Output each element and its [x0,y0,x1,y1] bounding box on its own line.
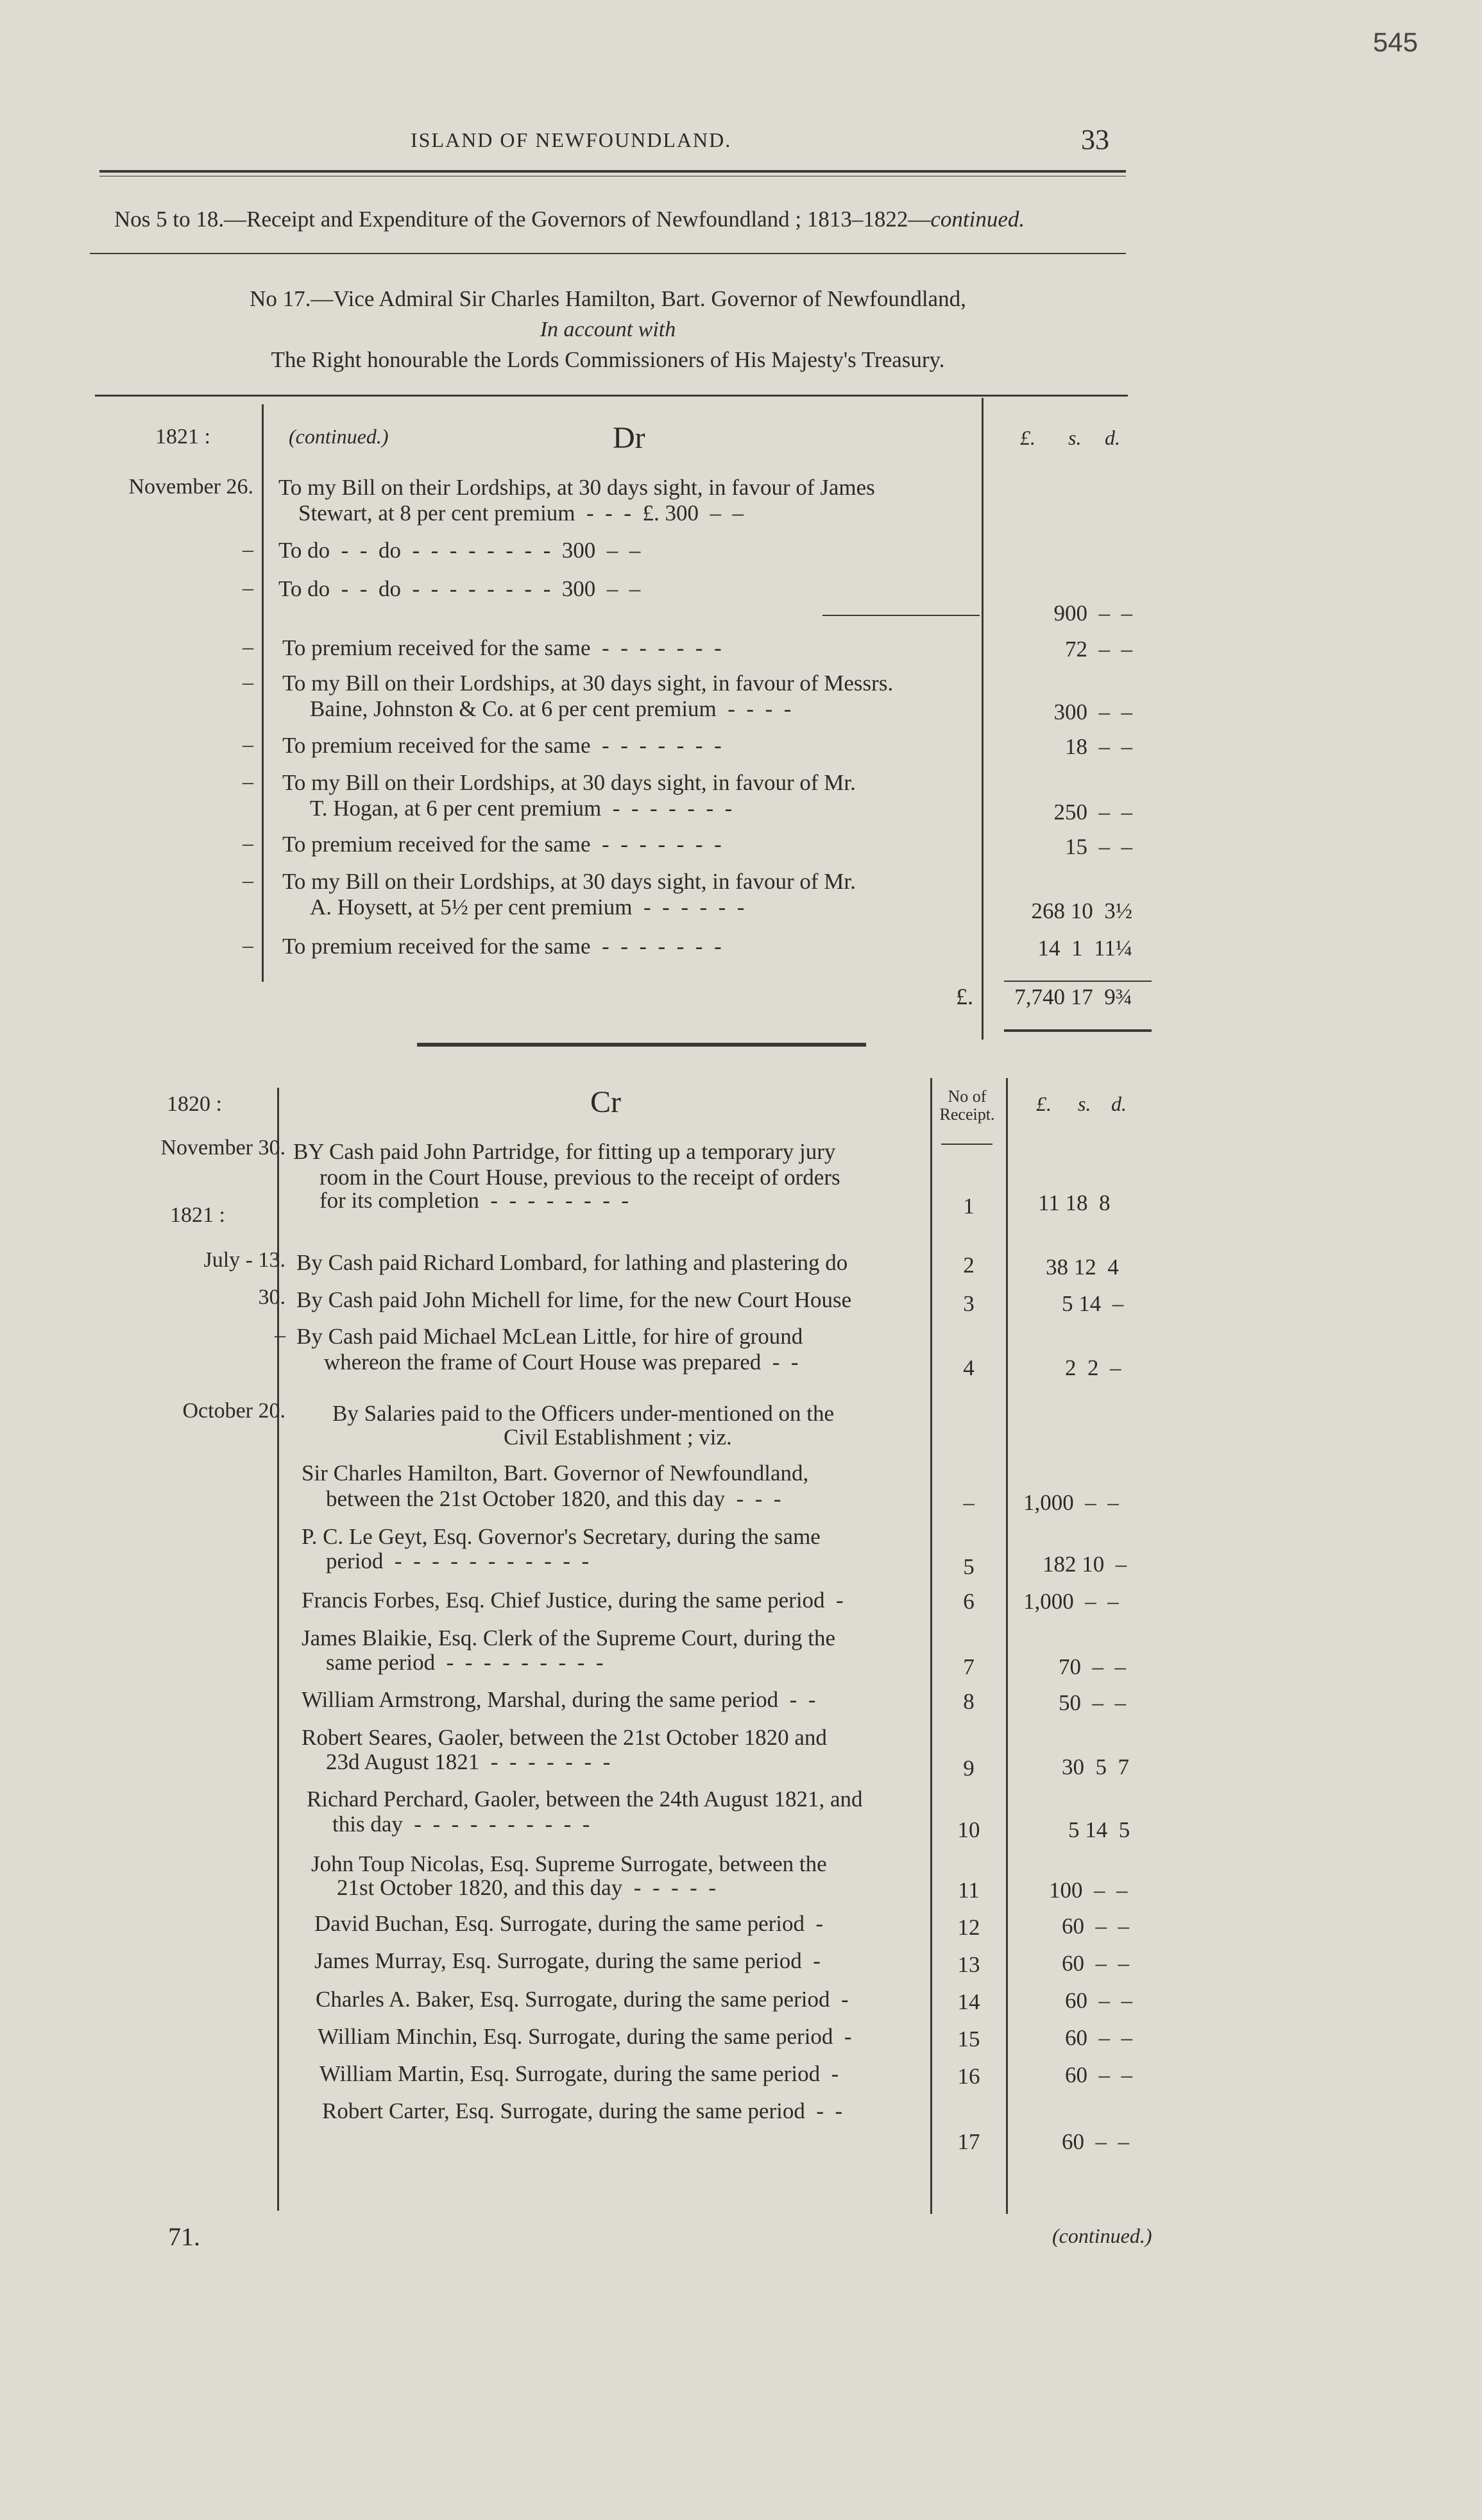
signature-mark: 71. [168,2222,200,2251]
head-rule [99,170,1126,173]
credit-year-1820: 1820 : [167,1092,222,1116]
debit-row-date: – [243,733,253,757]
total-rule-top [1004,981,1152,982]
debit-side-label: Dr [613,421,645,455]
debit-row-date: – [243,869,253,893]
debit-row-date: – [243,576,253,600]
debit-row-amount: 250 – – [1053,800,1132,825]
credit-row-amount: 60 – – [1062,1951,1129,1976]
debit-row-amount: 15 – – [1065,834,1132,859]
debit-row-text: To premium received for the same - - - - - - - [282,832,722,857]
credit-row-text: Charles A. Baker, Esq. Surrogate, during the same period - [316,1987,849,2012]
credit-row-text: this day - - - - - - - - - - [332,1812,590,1837]
credit-row-date: November 30. [160,1136,285,1160]
credit-row-text: By Salaries paid to the Officers under-mentioned on the [332,1401,835,1426]
credit-row-text: By Cash paid Richard Lombard, for lathing and plastering do [296,1250,848,1275]
credit-row-text: period - - - - - - - - - - - [326,1548,590,1573]
credit-row-amount: 60 – – [1065,1988,1132,2013]
debit-year: 1821 : [155,425,210,449]
credit-row-amount: 70 – – [1059,1654,1126,1679]
continued-note: (continued.) [1052,2224,1152,2247]
credit-row-text: Robert Carter, Esq. Surrogate, during the same period - - [322,2098,843,2123]
debit-row-date: – [243,832,253,855]
credit-row-text: whereon the frame of Court House was prepared - - [324,1350,799,1375]
credit-row-text: 21st October 1820, and this day - - - - - [337,1875,716,1900]
credit-row-text: By Cash paid John Michell for lime, for the new Court House [296,1287,852,1312]
credit-row-text: BY Cash paid John Partridge, for fitting up a temporary jury [293,1139,836,1164]
credit-row-text: John Toup Nicolas, Esq. Supreme Surrogate, between the [311,1851,827,1876]
credit-row-amount: 60 – – [1062,2129,1129,2154]
debit-row-date: – [243,770,253,794]
credit-row-receipt: 13 [957,1952,980,1977]
credit-text-rule [930,1078,932,2214]
credit-row-text: Civil Establishment ; viz. [504,1425,732,1450]
credit-row-receipt: 15 [957,2027,980,2052]
debit-total: 7,740 17 9¾ [1014,984,1132,1009]
credit-row-text: James Murray, Esq. Surrogate, during the same period - [314,1948,821,1973]
credit-row-amount: 1,000 – – [1023,1589,1119,1614]
debit-row-text: To my Bill on their Lordships, at 30 days sight, in favour of Mr. [282,770,856,795]
credit-side-label: Cr [590,1085,621,1119]
receipt-head-rule [941,1144,992,1145]
debit-row-amount: 14 1 11¼ [1037,936,1132,961]
credit-row-amount: 30 5 7 [1062,1754,1129,1779]
debit-row-text: To do - - do - - - - - - - - 300 – – [278,576,641,601]
credit-row-text: Sir Charles Hamilton, Bart. Governor of Newfoundland, [302,1461,809,1486]
debit-row-text: To my Bill on their Lordships, at 30 days sight, in favour of Mr. [282,869,856,894]
credit-row-text: William Armstrong, Marshal, during the same period - - [302,1687,816,1712]
running-head-title: ISLAND OF NEWFOUNDLAND. [411,128,732,151]
subtotal-rule [822,615,980,616]
debit-row-date: – [243,671,253,694]
account-heading-line1: No 17.—Vice Admiral Sir Charles Hamilton, Bart. Governor of Newfoundland, [250,286,966,311]
debit-row-text: Baine, Johnston & Co. at 6 per cent premium - - - - [310,696,792,721]
credit-row-amount: 60 – – [1065,2062,1132,2087]
credit-row-receipt: 6 [963,1589,975,1614]
credit-row-receipt: – [963,1490,975,1515]
credit-row-receipt: 8 [963,1689,975,1714]
debit-row-amount: 900 – – [1053,601,1132,626]
debit-row-text: A. Hoysett, at 5½ per cent premium - - - - - - [310,895,745,920]
credit-row-date: 30. [258,1285,285,1309]
credit-row-text: William Martin, Esq. Surrogate, during the same period - [319,2061,839,2086]
debit-row-text: To premium received for the same - - - - - - - [282,934,722,959]
section-title-cont: continued. [930,207,1025,232]
credit-row-text: William Minchin, Esq. Surrogate, during the same period - [318,2024,852,2049]
credit-year-1821: 1821 : [170,1203,225,1227]
debit-row-date: – [243,635,253,659]
debit-total-label: £. [956,984,973,1009]
debit-row-text: To premium received for the same - - - - - - - [282,733,722,758]
debit-continued: (continued.) [289,425,389,448]
debit-col-pence: d. [1105,426,1120,449]
credit-row-amount: 5 14 5 [1068,1817,1130,1842]
credit-row-date: July - 13. [203,1248,285,1272]
receipt-column-head: No of Receipt. [939,1087,995,1124]
debit-row-amount: 300 – – [1053,699,1132,724]
debit-row-text: To do - - do - - - - - - - - 300 – – [278,538,641,563]
debit-row-amount: 72 – – [1065,637,1132,662]
credit-row-amount: 1,000 – – [1023,1490,1119,1515]
debit-row-text: T. Hogan, at 6 per cent premium - - - - - - - [310,796,733,821]
credit-row-text: same period - - - - - - - - - [326,1650,604,1675]
credit-col-pence: d. [1111,1092,1127,1115]
credit-row-amount: 50 – – [1059,1690,1126,1715]
debit-row-text: Stewart, at 8 per cent premium - - - £. 300 – – [298,501,744,526]
credit-row-text: room in the Court House, previous to the receipt of orders [319,1165,840,1190]
title-rule [90,253,1126,254]
credit-row-receipt: 12 [957,1915,980,1940]
debit-row-text: To my Bill on their Lordships, at 30 days sight, in favour of Messrs. [282,671,894,696]
credit-row-text: 23d August 1821 - - - - - - - [326,1749,611,1774]
credit-row-amount: 60 – – [1062,1914,1129,1939]
account-heading-line2: In account with [540,318,676,341]
credit-row-text: By Cash paid Michael McLean Little, for hire of ground [296,1324,803,1349]
debit-row-text: To premium received for the same - - - - - - - [282,635,722,660]
debit-row-date: November 26. [128,475,253,499]
credit-row-receipt: 3 [963,1291,975,1316]
credit-row-receipt: 9 [963,1756,975,1781]
debit-row-amount: 18 – – [1065,734,1132,759]
account-heading-line3: The Right honourable the Lords Commissioners of His Majesty's Treasury. [271,347,945,372]
section-divider [417,1043,866,1047]
credit-row-date: – [275,1323,285,1347]
debit-row-text: To my Bill on their Lordships, at 30 days sight, in favour of James [278,475,875,500]
credit-row-text: Francis Forbes, Esq. Chief Justice, during the same period - [302,1588,844,1613]
debit-col-pounds: £. [1020,426,1035,449]
page-number: 545 [1373,27,1418,57]
credit-row-receipt: 10 [957,1817,980,1842]
debit-amount-rule [982,398,984,1040]
credit-row-amount: 5 14 – [1062,1291,1124,1316]
section-title-main: Nos 5 to 18.—Receipt and Expenditure of the Governors of Newfoundland ; 1813–1822— [114,207,931,232]
credit-row-amount: 38 12 4 [1046,1255,1119,1280]
credit-row-receipt: 7 [963,1654,975,1679]
credit-row-amount: 182 10 – [1043,1552,1127,1577]
credit-row-amount: 100 – – [1049,1878,1128,1903]
credit-row-text: David Buchan, Esq. Surrogate, during the same period - [314,1911,824,1936]
running-head-folio: 33 [1081,124,1109,155]
credit-row-text: between the 21st October 1820, and this day - - - [326,1486,781,1511]
credit-receipt-rule [1006,1078,1008,2214]
debit-row-date: – [243,934,253,957]
credit-col-pounds: £. [1036,1092,1052,1115]
debit-top-rule [95,395,1128,397]
credit-row-receipt: 14 [957,1989,980,2014]
credit-row-receipt: 5 [963,1554,975,1579]
credit-row-text: P. C. Le Geyt, Esq. Governor's Secretary, during the same [302,1524,821,1549]
credit-row-receipt: 17 [957,2129,980,2154]
credit-row-receipt: 16 [957,2064,980,2089]
credit-row-receipt: 1 [963,1194,975,1219]
credit-row-text: Richard Perchard, Gaoler, between the 24th August 1821, and [307,1787,863,1812]
credit-row-amount: 11 18 8 [1038,1190,1111,1215]
credit-col-shillings: s. [1078,1092,1091,1115]
credit-row-receipt: 2 [963,1253,975,1278]
debit-row-date: – [243,538,253,561]
debit-date-rule [262,404,264,982]
debit-row-amount: 268 10 3½ [1031,898,1132,923]
credit-row-amount: 60 – – [1065,2025,1132,2050]
credit-row-text: for its completion - - - - - - - - [319,1188,629,1213]
total-rule-bottom [1004,1029,1152,1032]
credit-row-receipt: 11 [958,1878,980,1903]
credit-row-text: Robert Seares, Gaoler, between the 21st October 1820 and [302,1725,827,1750]
credit-row-text: James Blaikie, Esq. Clerk of the Supreme Court, during the [302,1625,836,1650]
credit-row-date: October 20. [182,1399,285,1423]
debit-col-shillings: s. [1068,426,1082,449]
section-title [114,207,1025,232]
credit-row-amount: 2 2 – [1065,1355,1121,1380]
credit-row-receipt: 4 [963,1355,975,1380]
